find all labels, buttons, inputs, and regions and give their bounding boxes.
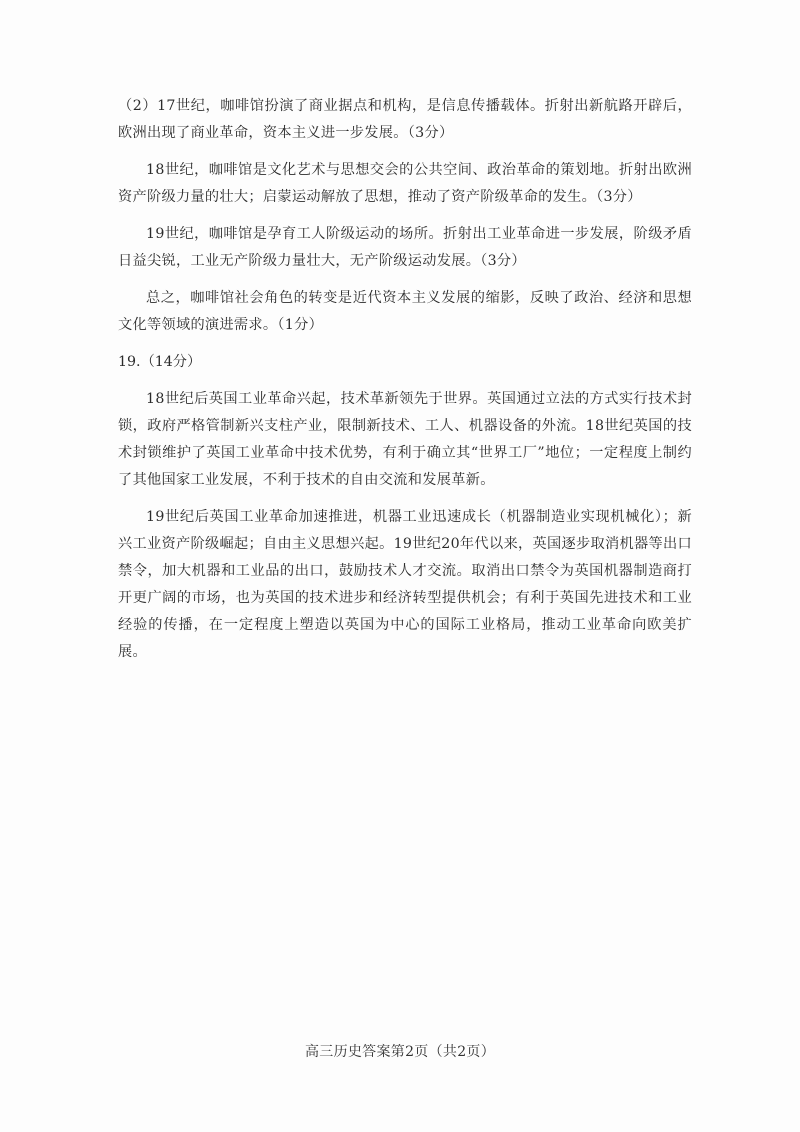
answer-q19-paragraph-1: 18世纪后英国工业革命兴起，技术革新领先于世界。英国通过立法的方式实行技术封锁，政府严格管制新兴支柱产业，限制新技术、工人、机器设备的外流。18世纪英国的技术封锁维护了英国工业革命中技术优势，有利于确立其“世界工厂”地位；一定程度上制约了其他国家工业发展，不利于技术的自由交流和发展革新。 [118, 391, 692, 488]
answer-q19-paragraph-2: 19世纪后英国工业革命加速推进，机器工业迅速成长（机器制造业实现机械化）；新兴工业资产阶级崛起；自由主义思想兴起。19世纪20年代以来，英国逐步取消机器等出口禁令，加大机器和工业品的出口，鼓励技术人才交流。取消出口禁令为英国机器制造商打开更广阔的市场，也为英国的技术进步和经济转型提供机会；有利于英国先进技术和工业经验的传播，在一定程度上塑造以英国为中心的国际工业格局，推动工业革命向欧美扩展。 [118, 509, 692, 660]
page-footer: 高三历史答案第2页（共2页） [304, 1044, 495, 1060]
answer-part2-18th-century: 18世纪，咖啡馆是文化艺术与思想交会的公共空间、政治革命的策划地。折射出欧洲资产阶级力量的壮大；启蒙运动解放了思想，推动了资产阶级革命的发生。（3分） [118, 162, 692, 205]
answer-part2-summary: 总之，咖啡馆社会角色的转变是近代资本主义发展的缩影，反映了政治、经济和思想文化等领域的演进需求。（1分） [118, 290, 692, 333]
answer-part2-19th-century: 19世纪，咖啡馆是孕育工人阶级运动的场所。折射出工业革命进一步发展，阶级矛盾日益尖锐，工业无产阶级力量壮大，无产阶级运动发展。（3分） [118, 226, 692, 269]
answer-part2-17th-century: （2）17世纪，咖啡馆扮演了商业据点和机构，是信息传播载体。折射出新航路开辟后，欧洲出现了商业革命，资本主义进一步发展。（3分） [118, 98, 692, 141]
answer-content [118, 93, 692, 676]
question-19-heading: 19.（14分） [118, 354, 202, 370]
